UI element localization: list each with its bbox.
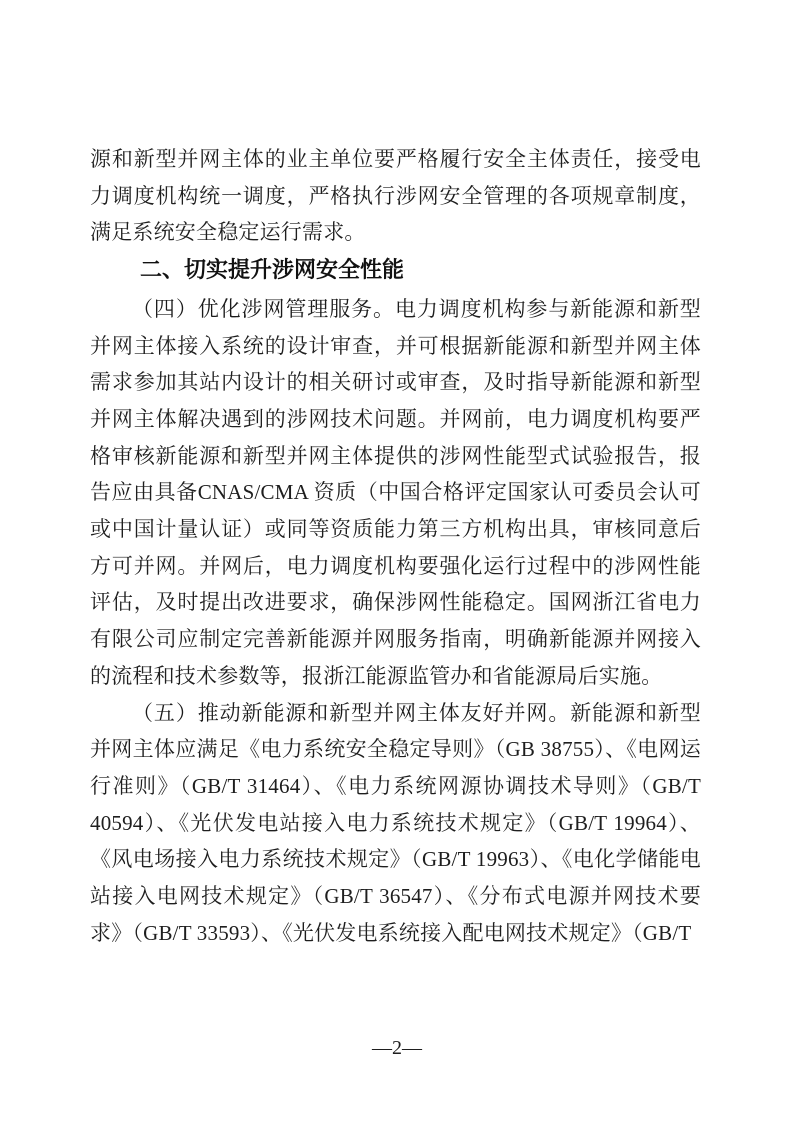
paragraph-item-4 [90, 291, 701, 695]
paragraph-4-lead: （四）优化涉网管理服务。 [132, 296, 395, 321]
paragraph-4-text: 电力调度机构参与新能源和新型并网主体接入系统的设计审查，并可根据新能源和新型并网主体需求参加其站内设计的相关研讨或审查，及时指导新能源和新型并网主体解决遇到的涉网技术问题。并网前，电力调度机构要严格审核新能源和新型并网主体提供的涉网性能型式试验报告，报告应由具备CNAS/CMA 资质（中国合格评定国家认可委员会认可或中国计量认证）或同等资质能力第三方机构出具，审核同意后方可并网。并网后，电力调度机构要强化运行过程中的涉网性能评估，及时提出改进要求，确保涉网性能稳定。国网浙江省电力有限公司应制定完善新能源并网服务指南，明确新能源并网接入的流程和技术参数等，报浙江能源监管办和省能源局后实施。 [90, 296, 701, 688]
paragraph-5-text: 新能源和新型并网主体应满足《电力系统安全稳定导则》（GB 38755）、《电网运行准则》（GB/T 31464）、《电力系统网源协调技术导则》（GB/T 40594）、《光伏发电站接入电力系统技术规定》（GB/T 19964）、《风电场接入电力系统技术规定》（GB/T 19963）、《电化学储能电站接入电网技术规定》（GB/T 36547）、《分布式电源并网技术要求》（GB/T 33593）、《光伏发电系统接入配电网技术规定》（GB/T [90, 700, 702, 945]
paragraph-5-lead: （五）推动新能源和新型并网主体友好并网。 [132, 700, 571, 725]
page-number: —2— [372, 1037, 422, 1059]
document-body [90, 141, 701, 951]
intro-paragraph: 源和新型并网主体的业主单位要严格履行安全主体责任，接受电力调度机构统一调度，严格执行涉网安全管理的各项规章制度，满足系统安全稳定运行需求。 [90, 147, 701, 245]
paragraph-item-5 [90, 695, 701, 952]
section-heading: 二、切实提升涉网安全性能 [140, 257, 405, 283]
